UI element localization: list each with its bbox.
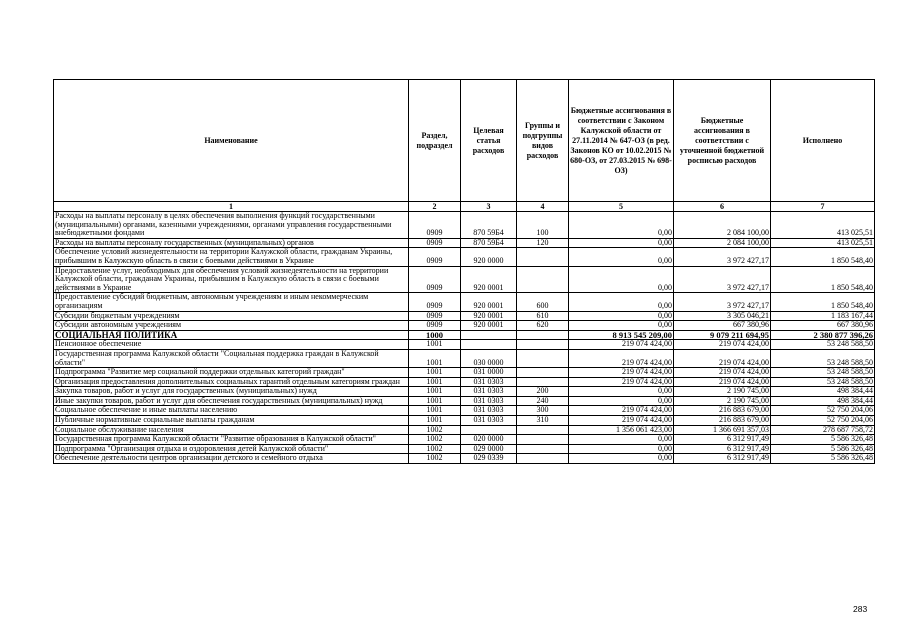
cell-group: 600: [517, 293, 569, 311]
header-section: Раздел, подраздел: [409, 80, 461, 202]
cell-law-allocation: 0,00: [569, 293, 674, 311]
cell-executed: 498 384,44: [771, 396, 875, 406]
column-number: 5: [569, 202, 674, 212]
column-number: 7: [771, 202, 875, 212]
cell-section: 1001: [409, 349, 461, 367]
cell-roster-allocation: 2 084 100,00: [674, 238, 771, 248]
cell-article: 031 0303: [461, 396, 517, 406]
cell-law-allocation: 219 074 424,00: [569, 416, 674, 426]
cell-name: Социальное обслуживание населения: [54, 425, 409, 435]
cell-section: 1001: [409, 416, 461, 426]
cell-roster-allocation: 3 972 427,17: [674, 248, 771, 266]
cell-executed: 52 750 204,06: [771, 416, 875, 426]
table-row: [54, 387, 875, 397]
cell-roster-allocation: 2 190 745,00: [674, 387, 771, 397]
cell-law-allocation: 219 074 424,00: [569, 349, 674, 367]
cell-executed: 2 380 877 396,26: [771, 330, 875, 340]
cell-article: 031 0000: [461, 368, 517, 378]
cell-name: Государственная программа Калужской области "Социальная поддержка граждан в Калужской области": [54, 349, 409, 367]
cell-group: [517, 444, 569, 454]
cell-article: 870 59Б4: [461, 212, 517, 239]
cell-roster-allocation: 667 380,96: [674, 321, 771, 331]
cell-section: 1001: [409, 340, 461, 350]
cell-name: Расходы на выплаты персоналу в целях обеспечения выполнения функций государственными (муниципальными) органами, казенными учреждениями, органами управления государственными внебюджетными фондами: [54, 212, 409, 239]
cell-executed: 5 586 326,48: [771, 454, 875, 464]
cell-name: Социальное обеспечение и иные выплаты населению: [54, 406, 409, 416]
cell-roster-allocation: 3 972 427,17: [674, 293, 771, 311]
cell-name: СОЦИАЛЬНАЯ ПОЛИТИКА: [54, 330, 409, 340]
cell-group: 240: [517, 396, 569, 406]
cell-name: Субсидии автономным учреждениям: [54, 321, 409, 331]
cell-law-allocation: 8 913 545 209,00: [569, 330, 674, 340]
cell-group: [517, 330, 569, 340]
table-row: [54, 396, 875, 406]
table-row: [54, 238, 875, 248]
cell-name: Подпрограмма "Организация отдыха и оздоровления детей Калужской области": [54, 444, 409, 454]
cell-group: 100: [517, 212, 569, 239]
budget-table: [53, 79, 875, 464]
cell-section: 0909: [409, 266, 461, 293]
cell-name: Государственная программа Калужской области "Развитие образования в Калужской области": [54, 435, 409, 445]
cell-roster-allocation: 216 883 679,00: [674, 416, 771, 426]
table-row: [54, 311, 875, 321]
cell-article: [461, 340, 517, 350]
cell-group: [517, 248, 569, 266]
cell-article: 920 0001: [461, 311, 517, 321]
cell-article: [461, 330, 517, 340]
cell-executed: 1 850 548,40: [771, 248, 875, 266]
header-roster-allocation: Бюджетные ассигнования в соответствии с уточненной бюджетной росписью расходов: [674, 80, 771, 202]
cell-name: Обеспечение условий жизнедеятельности на территории Калужской области, гражданам Украины, прибывшим в Калужскую область в связи с боевыми действиями в Украине: [54, 248, 409, 266]
cell-roster-allocation: 6 312 917,49: [674, 444, 771, 454]
cell-article: 030 0000: [461, 349, 517, 367]
cell-law-allocation: 1 356 061 423,00: [569, 425, 674, 435]
cell-name: Закупка товаров, работ и услуг для государственных (муниципальных) нужд: [54, 387, 409, 397]
cell-group: [517, 368, 569, 378]
column-number: 2: [409, 202, 461, 212]
table-row: [54, 266, 875, 293]
cell-group: 610: [517, 311, 569, 321]
column-number: 4: [517, 202, 569, 212]
cell-group: [517, 435, 569, 445]
cell-executed: 53 248 588,50: [771, 349, 875, 367]
cell-group: [517, 340, 569, 350]
cell-section: 0909: [409, 321, 461, 331]
table-row: [54, 406, 875, 416]
cell-section: 1001: [409, 387, 461, 397]
table-row: [54, 454, 875, 464]
cell-section: 0909: [409, 311, 461, 321]
cell-name: Расходы на выплаты персоналу государственных (муниципальных) органов: [54, 238, 409, 248]
cell-section: 0909: [409, 248, 461, 266]
cell-executed: 1 850 548,40: [771, 266, 875, 293]
cell-executed: 52 750 204,06: [771, 406, 875, 416]
cell-executed: 413 025,51: [771, 212, 875, 239]
cell-executed: 278 687 758,72: [771, 425, 875, 435]
cell-section: 1002: [409, 444, 461, 454]
cell-article: 031 0303: [461, 416, 517, 426]
cell-law-allocation: 0,00: [569, 454, 674, 464]
header-executed: Исполнено: [771, 80, 875, 202]
cell-roster-allocation: 2 084 100,00: [674, 212, 771, 239]
cell-executed: 1 850 548,40: [771, 293, 875, 311]
cell-group: 200: [517, 387, 569, 397]
cell-section: 1002: [409, 435, 461, 445]
cell-group: 300: [517, 406, 569, 416]
table-row: [54, 321, 875, 331]
column-number: 6: [674, 202, 771, 212]
cell-roster-allocation: 1 366 691 357,03: [674, 425, 771, 435]
cell-section: 1002: [409, 425, 461, 435]
cell-executed: 413 025,51: [771, 238, 875, 248]
cell-roster-allocation: 216 883 679,00: [674, 406, 771, 416]
cell-law-allocation: 0,00: [569, 248, 674, 266]
column-number: 1: [54, 202, 409, 212]
cell-law-allocation: 0,00: [569, 238, 674, 248]
table-row: [54, 425, 875, 435]
table-row: [54, 340, 875, 350]
cell-executed: 53 248 588,50: [771, 368, 875, 378]
cell-roster-allocation: 219 074 424,00: [674, 377, 771, 387]
page-number: 283: [853, 604, 868, 614]
header-row: [54, 80, 875, 202]
cell-name: Иные закупки товаров, работ и услуг для обеспечения государственных (муниципальных) нужд: [54, 396, 409, 406]
cell-article: 920 0001: [461, 266, 517, 293]
cell-section: 1001: [409, 406, 461, 416]
cell-executed: 5 586 326,48: [771, 435, 875, 445]
cell-executed: 5 586 326,48: [771, 444, 875, 454]
table-row: [54, 293, 875, 311]
table-row: [54, 212, 875, 239]
table-row: [54, 349, 875, 367]
cell-roster-allocation: 3 305 046,21: [674, 311, 771, 321]
cell-section: 1001: [409, 377, 461, 387]
cell-roster-allocation: 219 074 424,00: [674, 349, 771, 367]
cell-group: [517, 454, 569, 464]
cell-law-allocation: 0,00: [569, 212, 674, 239]
cell-roster-allocation: 9 079 211 694,95: [674, 330, 771, 340]
cell-law-allocation: 0,00: [569, 387, 674, 397]
cell-group: [517, 349, 569, 367]
cell-roster-allocation: 219 074 424,00: [674, 368, 771, 378]
cell-executed: 1 183 167,44: [771, 311, 875, 321]
cell-group: [517, 425, 569, 435]
header-article: Целевая статья расходов: [461, 80, 517, 202]
cell-section: 1001: [409, 368, 461, 378]
table-row: [54, 368, 875, 378]
cell-section: 1000: [409, 330, 461, 340]
cell-roster-allocation: 6 312 917,49: [674, 435, 771, 445]
cell-article: 920 0000: [461, 248, 517, 266]
cell-article: 920 0001: [461, 293, 517, 311]
cell-article: [461, 425, 517, 435]
cell-law-allocation: 0,00: [569, 435, 674, 445]
cell-law-allocation: 0,00: [569, 311, 674, 321]
cell-name: Пенсионное обеспечение: [54, 340, 409, 350]
cell-law-allocation: 219 074 424,00: [569, 368, 674, 378]
column-number-row: [54, 202, 875, 212]
cell-executed: 53 248 588,50: [771, 377, 875, 387]
cell-section: 0909: [409, 293, 461, 311]
table-row: [54, 435, 875, 445]
cell-article: 920 0001: [461, 321, 517, 331]
cell-roster-allocation: 3 972 427,17: [674, 266, 771, 293]
cell-executed: 498 384,44: [771, 387, 875, 397]
cell-executed: 53 248 588,50: [771, 340, 875, 350]
cell-group: 310: [517, 416, 569, 426]
cell-article: 020 0000: [461, 435, 517, 445]
cell-section: 0909: [409, 212, 461, 239]
table-row: [54, 248, 875, 266]
cell-law-allocation: 0,00: [569, 321, 674, 331]
cell-group: 120: [517, 238, 569, 248]
cell-name: Организация предоставления дополнительных социальных гарантий отдельным категориям граждан: [54, 377, 409, 387]
cell-law-allocation: 219 074 424,00: [569, 406, 674, 416]
cell-law-allocation: 219 074 424,00: [569, 340, 674, 350]
cell-section: 1002: [409, 454, 461, 464]
table-row: [54, 377, 875, 387]
cell-group: [517, 266, 569, 293]
cell-article: 029 0000: [461, 444, 517, 454]
cell-name: Предоставление субсидий бюджетным, автономным учреждениям и иным некоммерческим организациям: [54, 293, 409, 311]
table-row: [54, 330, 875, 340]
cell-article: 029 0339: [461, 454, 517, 464]
cell-roster-allocation: 219 074 424,00: [674, 340, 771, 350]
table-row: [54, 416, 875, 426]
cell-name: Субсидии бюджетным учреждениям: [54, 311, 409, 321]
table-body: [54, 212, 875, 464]
cell-name: Подпрограмма "Развитие мер социальной поддержки отдельных категорий граждан": [54, 368, 409, 378]
cell-executed: 667 380,96: [771, 321, 875, 331]
cell-law-allocation: 219 074 424,00: [569, 377, 674, 387]
cell-name: Публичные нормативные социальные выплаты гражданам: [54, 416, 409, 426]
cell-name: Предоставление услуг, необходимых для обеспечения условий жизнедеятельности на территории Калужской области, гражданам Украины, прибывшим в Калужскую область в связи с боевыми действиями в Украине: [54, 266, 409, 293]
cell-law-allocation: 0,00: [569, 266, 674, 293]
header-name: Наименование: [54, 80, 409, 202]
cell-article: 031 0303: [461, 377, 517, 387]
header-law-allocation: Бюджетные ассигнования в соответствии с Законом Калужской области от 27.11.2014 № 647-ОЗ (в ред. Законов КО от 10.02.2015 № 680-ОЗ, от 27.03.2015 № 698-ОЗ): [569, 80, 674, 202]
cell-roster-allocation: 6 312 917,49: [674, 454, 771, 464]
cell-law-allocation: 0,00: [569, 444, 674, 454]
cell-section: 1001: [409, 396, 461, 406]
cell-section: 0909: [409, 238, 461, 248]
cell-name: Обеспечение деятельности центров организации детского и семейного отдыха: [54, 454, 409, 464]
cell-article: 870 59Б4: [461, 238, 517, 248]
cell-roster-allocation: 2 190 745,00: [674, 396, 771, 406]
cell-law-allocation: 0,00: [569, 396, 674, 406]
column-number: 3: [461, 202, 517, 212]
table-row: [54, 444, 875, 454]
cell-article: 031 0303: [461, 406, 517, 416]
cell-group: [517, 377, 569, 387]
header-group: Группы и подгруппы видов расходов: [517, 80, 569, 202]
cell-article: 031 0303: [461, 387, 517, 397]
cell-group: 620: [517, 321, 569, 331]
